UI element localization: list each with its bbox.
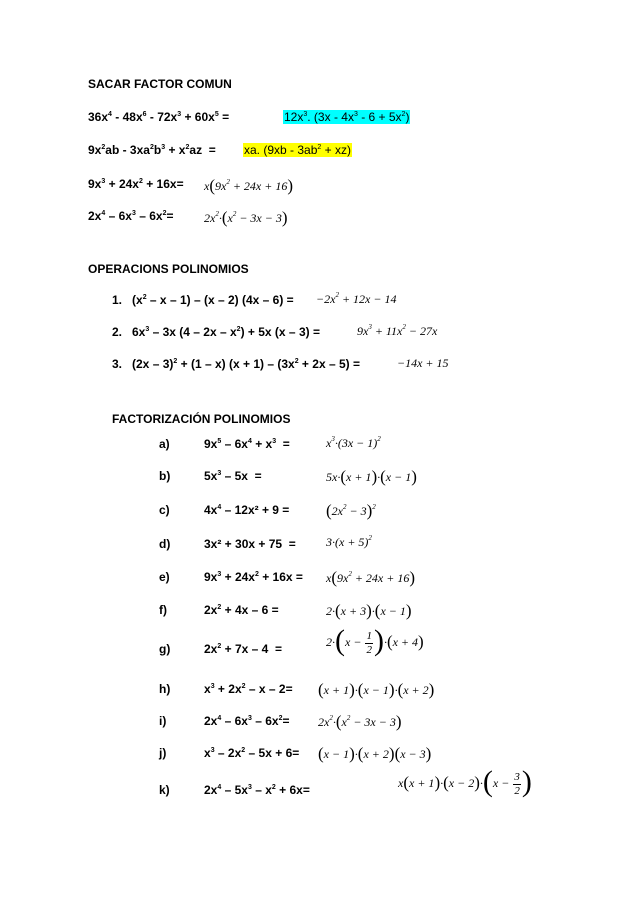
factor-i-answer: $2x^2\cdot(x^2 - 3x - 3)$ [318,712,402,731]
factor-e-label: e) [159,570,170,584]
factor-g-question: $2x^2 + 7x - 4$ = [204,642,282,656]
operation-3-question: 3. (2x – 3)$^2$ + (1 – x) $(x + 1) - (3x^2 + 2x - 5)$ = [112,357,360,371]
problem-3-question: $9x^3 + 24x^2 + 16x=$ [88,177,184,191]
factor-h-label: h) [159,682,171,696]
factor-d-answer: $3\cdot(x + 5)^2$ [326,534,372,549]
factor-f-answer: 2·(x + 3)·(x − 1) [326,601,412,620]
operation-1-question: 1. ($x^2$ – x – 1) – (x – 2) (4x – 6) = [112,293,294,307]
factor-i-question: $2x^4 - 6x^3 - 6x^2=$ [204,714,290,728]
factor-e-question: $9x^3 + 24x^2 + 16x$ = [204,570,303,584]
factor-e-answer: $x(9x^2 + 24x + 16)$ [326,568,416,587]
factor-k-question: $2x^4 - 5x^3 - x^2 + 6x=$ [204,783,310,797]
problem-2-answer: xa. $(9xb - 3ab^2 + xz)$ [244,143,351,157]
factor-j-label: j) [159,746,167,760]
factor-f-label: f) [159,603,167,617]
factor-j-answer: (x − 1)·(x + 2)(x − 3) [318,744,432,763]
problem-1-answer: $12x^3$. $(3x - 4x^3 - 6 + 5x^2)$ [284,110,410,124]
operation-1-answer: $-2x^2 + 12x - 14$ [316,291,397,306]
factor-h-answer: (x + 1)·(x − 1)·(x + 2) [318,680,435,699]
factor-f-question: $2x^2 + 4x - 6$ = [204,603,279,617]
problem-4-answer: $2x^2\cdot(x^2 - 3x - 3)$ [204,208,288,227]
factor-k-label: k) [159,783,170,797]
problem-1-question: $36x^4 - 48x^6 - 72x^3 + 60x^5$ = [88,110,230,124]
factor-j-question: $x^3 - 2x^2 - 5x + 6=$ [204,746,300,760]
factor-g-label: g) [159,642,171,656]
factor-i-label: i) [159,714,167,728]
section-title-factorizacion-polinomios: FACTORIZACIÓN POLINOMIOS [112,412,291,426]
factor-b-answer: 5x·(x + 1)·(x − 1) [326,467,417,486]
factor-c-label: c) [159,503,170,517]
factor-h-question: $x^3 + 2x^2 - x - 2=$ [204,682,293,696]
problem-4-question: $2x^4 - 6x^3 - 6x^2=$ [88,209,174,223]
factor-b-label: b) [159,469,171,483]
factor-a-label: a) [159,437,170,451]
factor-a-answer: $x^3\cdot(3x - 1)^2$ [326,435,381,450]
problem-2-question: $9x^2ab - 3xa^2b^3 + x^2az$ = [88,143,216,157]
factor-d-question: 3x² + 30x + 75 = [204,537,296,551]
operation-2-answer: $9x^3 + 11x^2 - 27x$ [357,323,438,338]
section-title-sacar-factor-comun: SACAR FACTOR COMUN [88,77,232,91]
factor-d-label: d) [159,537,171,551]
factor-g-answer: 2·(x − $\frac{1}{2}$ )·(x + 4) [326,624,424,657]
problem-3-answer: $x(9x^2 + 24x + 16)$ [204,176,294,195]
operation-2-question: 2. $6x^3 - 3x$ $(4 - 2x - x^2) + 5x$ (x – 3) = [112,325,320,339]
section-title-operacions-polinomios: OPERACIONS POLINOMIOS [88,262,249,276]
operation-3-answer: −14x + 15 [397,356,449,370]
factor-c-answer: $(2x^2 - 3)^2$ [326,501,376,520]
factor-a-question: $9x^5 - 6x^4 + x^3$ = [204,437,290,451]
factor-b-question: $5x^3 - 5x$ = [204,469,262,483]
factor-c-question: $4x^4 - 12x^2 + 9$ = [204,503,290,517]
factor-k-answer: x(x + 1)·(x − 2)·(x − $\frac{3}{2}$ ) [398,765,532,798]
